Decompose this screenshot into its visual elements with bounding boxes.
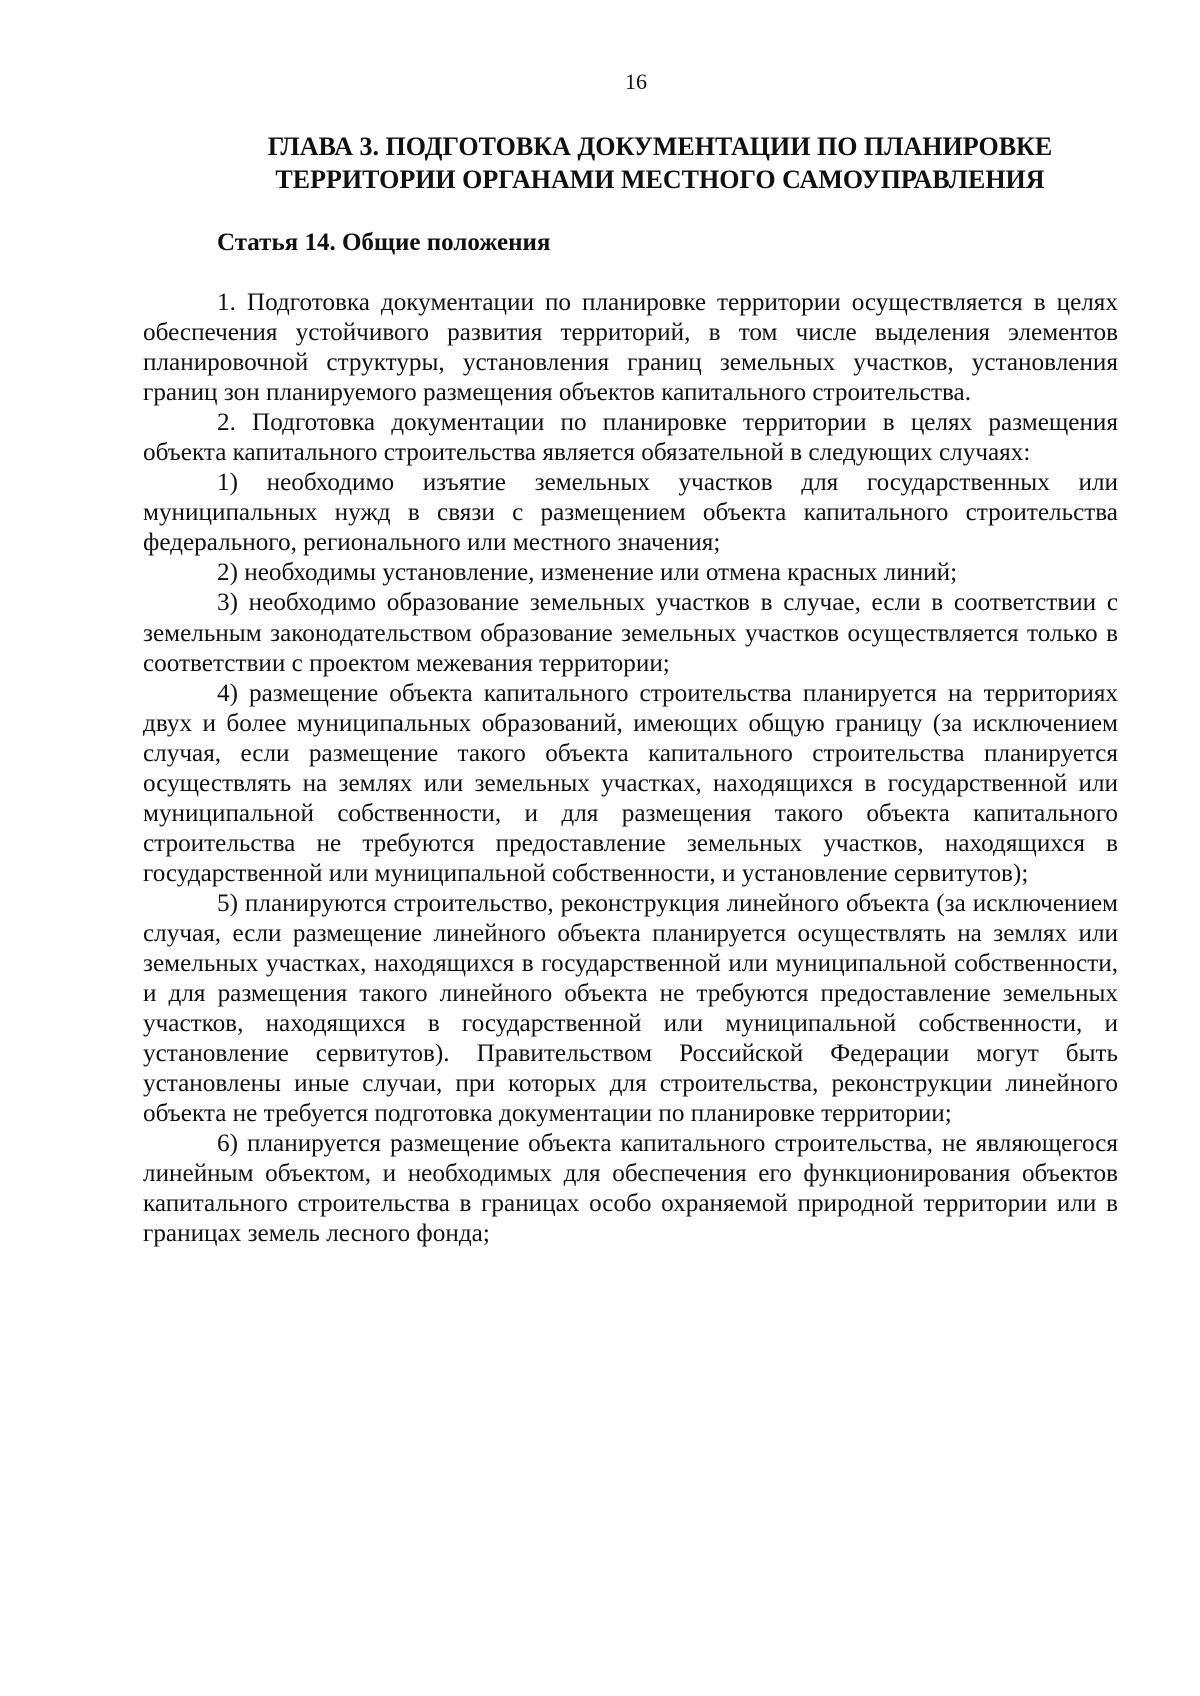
- paragraph-1: 1. Подготовка документации по планировке территории осуществляется в целях обеспечения устойчивого развития территорий, в том числе выделения элементов планировочной структуры, установления границ земельных участков, установления границ зон планируемого размещения объектов капитального строительства.: [143, 289, 1118, 407]
- list-item-4: 4) размещение объекта капитального строительства планируется на территориях двух и более муниципальных образований, имеющих общую границу (за исключением случая, если размещение такого объекта капитального строительства планируется осуществлять на землях или земельных участках, находящихся в государственной или муниципальной собственности, и для размещения такого объекта капитального строительства не требуются предоставление земельных участков, находящихся в государственной или муниципальной собственности, и установление сервитутов);: [143, 679, 1118, 887]
- article-body: [143, 288, 1118, 1250]
- article-title: Статья 14. Общие положения: [217, 229, 551, 256]
- chapter-title: [210, 130, 1110, 196]
- list-item-3: 3) необходимо образование земельных участков в случае, если в соответствии с земельным законодательством образование земельных участков осуществляется только в соответствии с проектом межевания территории;: [143, 589, 1118, 677]
- list-item-6: 6) планируется размещение объекта капитального строительства, не являющегося линейным объектом, и необходимых для обеспечения его функционирования объектов капитального строительства в границах особо охраняемой природной территории или в границах земель лесного фонда;: [143, 1130, 1118, 1248]
- list-item-2: 2) необходимы установление, изменение или отмена красных линий;: [217, 559, 958, 587]
- chapter-title-line-2: ТЕРРИТОРИИ ОРГАНАМИ МЕСТНОГО САМОУПРАВЛЕНИЯ: [275, 165, 1045, 194]
- list-item-1: 1) необходимо изъятие земельных участков для государственных или муниципальных нужд в связи с размещением объекта капитального строительства федерального, регионального или местного значения;: [143, 469, 1118, 557]
- page-number: 16: [625, 69, 647, 94]
- list-item-5: 5) планируются строительство, реконструкция линейного объекта (за исключением случая, если размещение линейного объекта планируется осуществлять на землях или земельных участках, находящихся в государственной или муниципальной собственности, и для размещения такого линейного объекта не требуются предоставление земельных участков, находящихся в государственной или муниципальной собственности, и установление сервитутов). Правительством Российской Федерации могут быть установлены иные случаи, при которых для строительства, реконструкции линейного объекта не требуется подготовка документации по планировке территории;: [143, 889, 1118, 1128]
- chapter-title-line-1: ГЛАВА 3. ПОДГОТОВКА ДОКУМЕНТАЦИИ ПО ПЛАНИРОВКЕ: [267, 132, 1053, 161]
- paragraph-2: 2. Подготовка документации по планировке территории в целях размещения объекта капитального строительства является обязательной в следующих случаях:: [143, 409, 1118, 467]
